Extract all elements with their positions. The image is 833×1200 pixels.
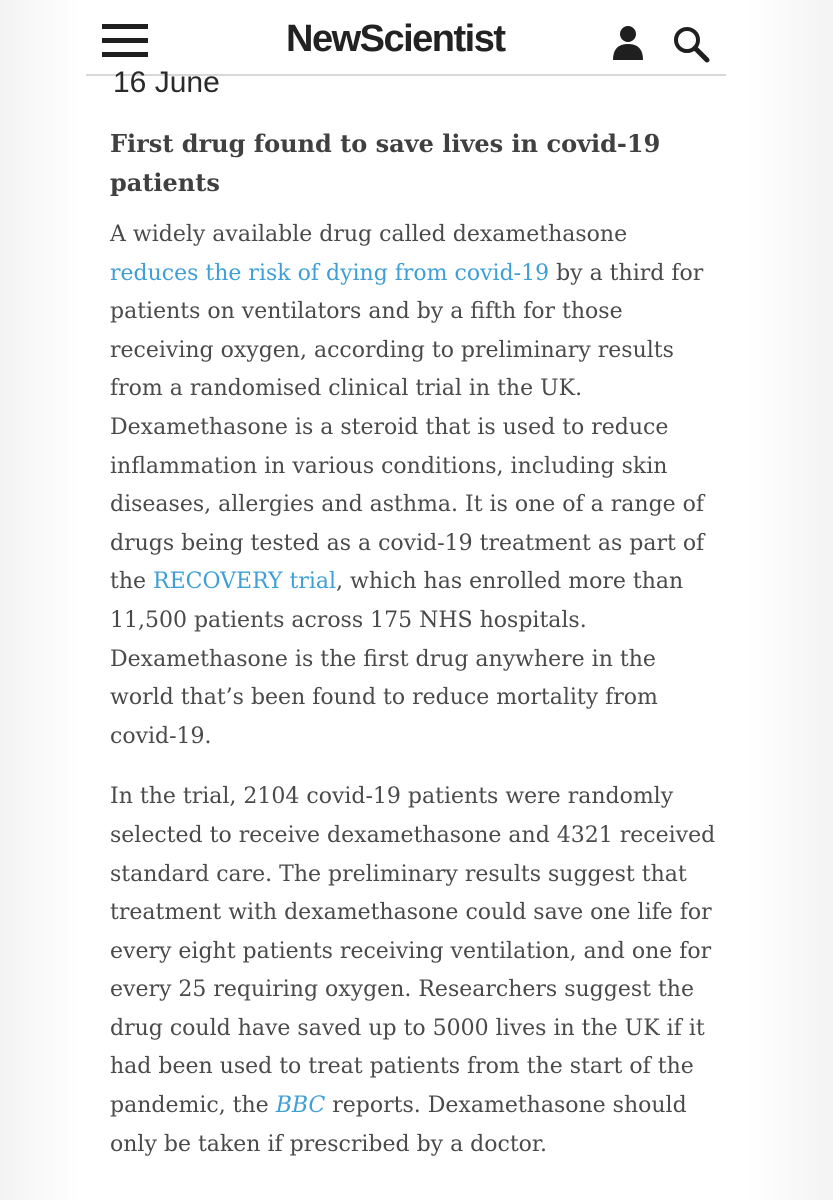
article-paragraph-2 [110,778,720,1164]
paragraph-text: In the trial, 2104 covid-19 patients were randomly selected to receive dexamethasone and 4321 received standard care. The preliminary results suggest that treatment with dexamethasone could save one life for every eight patients receiving ventilation, and one for every 25 requiring oxygen. Researchers suggest the drug could have saved up to 5000 lives in the UK if it had been used to treat patients from the start of the pandemic, the [110,784,716,1119]
article-date: 16 June [113,66,220,99]
page-margin-right [747,0,833,1200]
page-margin-left [0,0,80,1200]
user-account-icon[interactable] [611,24,645,62]
recovery-trial-link[interactable]: RECOVERY trial [153,569,337,595]
site-header [86,0,726,76]
paragraph-text: A widely available drug called dexamethasone [110,222,628,247]
search-icon[interactable] [671,24,711,64]
paragraph-text: , which has enrolled more than 11,500 patients across 175 NHS hospitals. Dexamethasone is the first drug anywhere in the world that’s been found to reduce mortality from covid-19. [110,569,684,749]
bbc-link[interactable]: BBC [275,1093,326,1119]
paragraph-text: reports. Dexamethasone should only be taken if prescribed by a doctor. [110,1093,687,1157]
article-headline: First drug found to save lives in covid-19 patients [110,129,661,197]
hamburger-menu-icon[interactable] [102,24,148,58]
risk-of-dying-link[interactable]: reduces the risk of dying from covid-19 [110,260,550,286]
site-logo[interactable]: NewScientist [286,18,505,60]
paragraph-text: by a third for patients on ventilators and by a fifth for those receiving oxygen, according to preliminary results from a randomised clinical trial in the UK. Dexamethasone is a steroid that is used to reduce inflammation in various conditions, including skin diseases, allergies and asthma. It is one of a range of drugs being tested as a covid-19 treatment as part of the [110,260,705,595]
article-paragraph-1 [110,216,720,756]
article-body [110,124,720,1186]
